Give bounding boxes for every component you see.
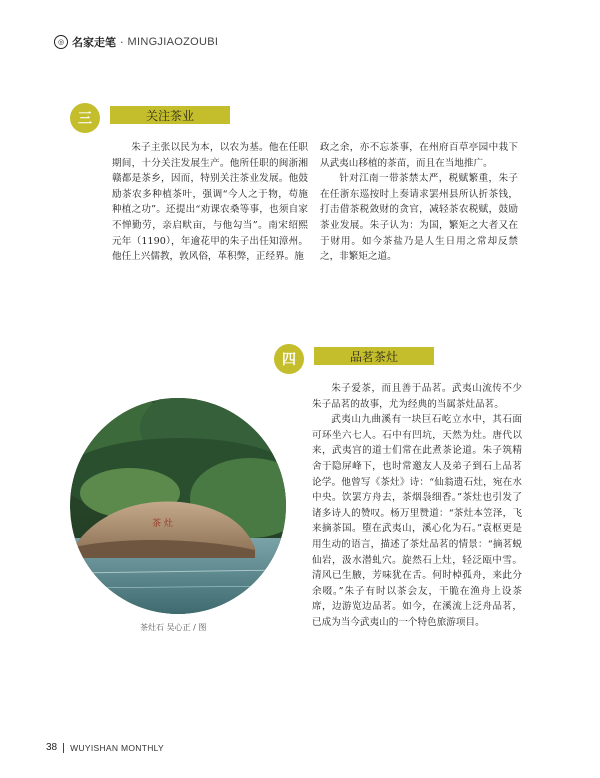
paragraph: 朱子主张以民为本，以农为基。他在任职期间，十分关注发展生产。他所任职的闽浙湘赣都是茶乡，因而，特别关注茶业发展。他鼓励茶农多种植茶叶，强调“今人之于物，苟施种植之功”。还提出“劝课农桑等事，也须自家不惮勤劳，亲启畎亩，与他勾当”。南宋绍熙元年（1190），年逾花甲的朱子出任知漳州。他任上兴儒教，敦风俗，革积弊，正经界。施 [112,142,308,263]
header-latin: MINGJIAOZOUBI [127,36,219,48]
section-4-title: 品茗茶灶 [314,347,434,365]
page-number: 38 [46,742,58,753]
circle-emblem-icon: ◎ [54,35,68,49]
paragraph: 针对江南一带茶禁太严，税赋繁重，朱子在任浙东巡按时上奏请求罢州县所认折茶钱，打击借茶税敛财的贪官，减轻茶农税赋，鼓励茶业发展。朱子认为：为国，繁矩之大者又在于财用。如今茶盐乃是人生日用之常却反禁之，非繁矩之道。 [320,173,518,263]
paragraph: 朱子爱茶，而且善于品茗。武夷山流传不少朱子品茗的故事，尤为经典的当属茶灶品茗。 [312,383,522,410]
page-header [54,34,218,50]
section-4-number: 四 [274,344,304,374]
photo-illustration [70,398,286,614]
section-4-column [312,381,522,631]
header-brand: 名家走笔 [72,36,116,49]
paragraph: 政之余，亦不忘茶事，在州府百草亭园中栽下从武夷山移植的茶苗，而且在当地推广。 [320,142,518,169]
section-3-left-column [112,140,308,265]
paragraph: 武夷山九曲溪有一块巨石屹立水中，其石面可环坐六七人。石中有凹坑，天然为灶。唐代以来，武夷宫的道士们常在此煮茶论道。朱子筑精舍于隐屏峰下，也时常邀友人及弟子到石上品茗论学。他曾写《茶灶》诗：“仙翁遗石灶，宛在水中央。饮罢方舟去，茶烟袅细香。”茶灶也引发了诸多诗人的赞叹。杨万里赞道：“茶灶本笠泽，飞来摘茶国。堕在武夷山，溪心化为石。”袁枢更是用生动的语言，描述了茶灶品茗的情景：“摘茗蜕仙岩，汲水潜虬穴。旋然石上灶，轻泛瓯中雪。清风已生腋，芳味犹在舌。何时棹孤舟，来此分余啜。”朱子有时以茶会友，干脆在渔舟上设茶席，边游览边品茗。如今，在溪流上泛舟品茗，已成为当今武夷山的一个特色旅游项目。 [312,414,522,628]
section-3-right-column [320,140,518,265]
section-3-title: 关注茶业 [110,106,230,124]
photo-caption: 茶灶石 吴心正 / 图 [140,623,207,632]
footer-divider [63,743,64,753]
svg-text:茶 灶: 茶 灶 [152,519,173,529]
magazine-name: WUYISHAN MONTHLY [70,742,165,753]
page-footer [46,742,164,753]
section-3-number: 三 [70,103,100,133]
header-separator: · [120,35,124,49]
tea-stove-rock-photo [70,398,286,614]
